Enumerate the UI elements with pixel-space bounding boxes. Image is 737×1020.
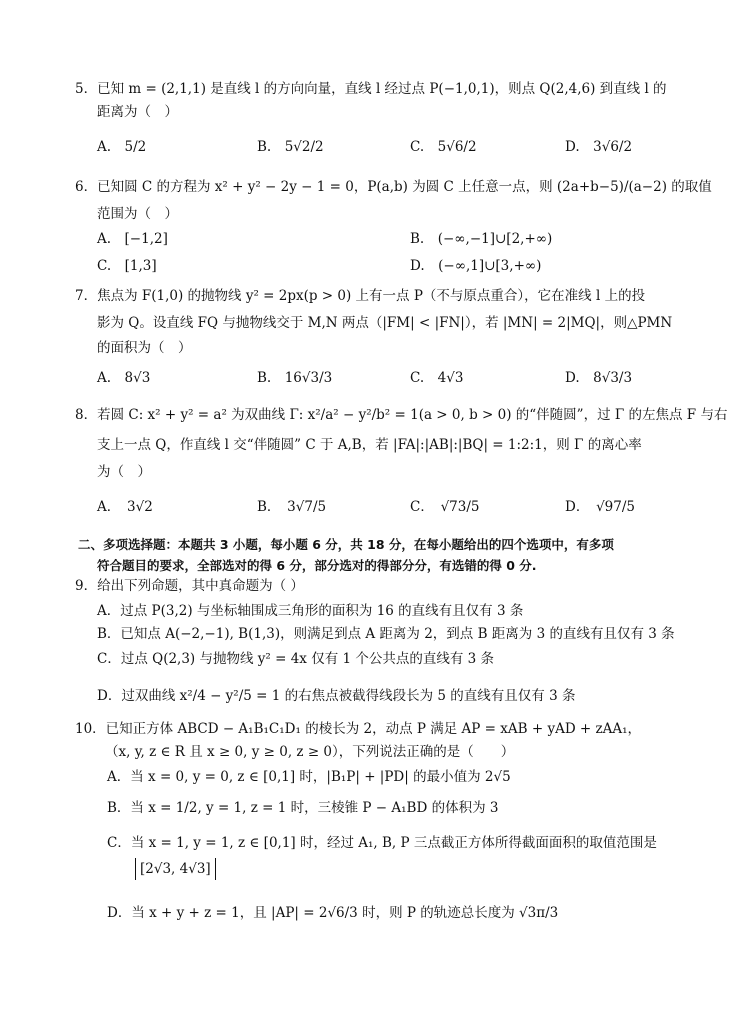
question-5-option-c: C. 5√6/2 xyxy=(410,139,477,155)
question-7-option-c: C. 4√3 xyxy=(410,370,464,386)
question-8-stem-line2: 支上一点 Q，作直线 l 交“伴随圆” C 于 A,B，若 |FA|:|AB|:|BQ| = 1:2:1，则 Γ 的离心率 xyxy=(97,437,642,453)
question-6-option-c: C. [1,3] xyxy=(97,258,157,274)
question-6-stem-line1: 6．已知圆 C 的方程为 x² + y² − 2y − 1 = 0，P(a,b) 为圆 C 上任意一点，则 (2a+b−5)/(a−2) 的取值 xyxy=(75,179,712,195)
question-5-option-b: B. 5√2/2 xyxy=(257,139,324,155)
question-7-option-d: D. 8√3/3 xyxy=(565,370,633,386)
question-5-stem-line2: 距离为（ ） xyxy=(97,104,178,120)
question-10-option-c-line1: C．当 x = 1, y = 1, z ∈ [0,1] 时，经过 A₁, B, P 三点截正方体所得截面面积的取值范围是 xyxy=(107,835,657,851)
question-6-option-b: B. (−∞,−1]∪[2,+∞) xyxy=(410,231,553,247)
question-7-option-a: A. 8√3 xyxy=(97,370,151,386)
question-7-stem-line1: 7．焦点为 F(1,0) 的抛物线 y² = 2px(p > 0) 上有一点 P（不与原点重合），它在准线 l 上的投 xyxy=(75,288,646,304)
question-8-option-d: D． √97/5 xyxy=(565,499,635,515)
question-9-option-c: C．过点 Q(2,3) 与抛物线 y² = 4x 仅有 1 个公共点的直线有 3 条 xyxy=(97,651,495,667)
question-7-option-b: B. 16√3/3 xyxy=(257,370,333,386)
question-10-stem-line2: （x, y, z ∈ R 且 x ≥ 0, y ≥ 0, z ≥ 0），下列说法正确的是（ ） xyxy=(105,744,515,760)
question-5-stem-line1: 5．已知 m = (2,1,1) 是直线 l 的方向向量，直线 l 经过点 P(−1,0,1)，则点 Q(2,4,6) 到直线 l 的 xyxy=(75,81,667,97)
question-8-stem-line1: 8．若圆 C: x² + y² = a² 为双曲线 Γ: x²/a² − y²/b² = 1(a > 0, b > 0) 的“伴随圆”，过 Γ 的左焦点 F 与右 xyxy=(75,407,728,423)
question-10-option-a: A．当 x = 0, y = 0, z ∈ [0,1] 时，|B₁P| + |PD| 的最小值为 2√5 xyxy=(107,769,511,785)
section-2-heading-line2: 符合题目的要求，全部选对的得 6 分，部分选对的得部分分，有选错的得 0 分. xyxy=(97,558,537,573)
question-8-stem-line3: 为（ ） xyxy=(97,464,151,480)
question-10-option-d: D．当 x + y + z = 1，且 |AP| = 2√6/3 时，则 P 的轨迹总长度为 √3π/3 xyxy=(107,905,559,921)
question-8-option-c: C． √73/5 xyxy=(410,499,480,515)
question-6-stem-line2: 范围为（ ） xyxy=(97,206,178,222)
question-6-option-d: D. (−∞,1]∪[3,+∞) xyxy=(410,258,542,274)
question-7-stem-line2: 影为 Q。设直线 FQ 与抛物线交于 M,N 两点（|FM| < |FN|），若 |MN| = 2|MQ|，则△PMN xyxy=(97,315,673,331)
question-6-option-a: A. [−1,2] xyxy=(97,231,168,247)
question-8-option-b: B． 3√7/5 xyxy=(257,499,327,515)
question-9-stem: 9．给出下列命题，其中真命题为（ ） xyxy=(75,578,304,594)
question-7-stem-line3: 的面积为（ ） xyxy=(97,340,192,356)
question-10-option-c-range: [2√3, 4√3] xyxy=(135,858,216,880)
question-5-option-d: D. 3√6/2 xyxy=(565,139,633,155)
question-9-option-b: B．已知点 A(−2,−1), B(1,3)，则满足到点 A 距离为 2，到点 B 距离为 3 的直线有且仅有 3 条 xyxy=(97,626,675,642)
question-9-option-d: D．过双曲线 x²/4 − y²/5 = 1 的右焦点被截得线段长为 5 的直线有且仅有 3 条 xyxy=(97,688,576,704)
question-8-option-a: A． 3√2 xyxy=(97,499,153,515)
question-5-option-a: A. 5/2 xyxy=(97,139,147,155)
question-9-option-a: A．过点 P(3,2) 与坐标轴围成三角形的面积为 16 的直线有且仅有 3 条 xyxy=(97,603,524,619)
section-2-heading-line1: 二、多项选择题：本题共 3 小题，每小题 6 分，共 18 分，在每小题给出的四个选项中，有多项 xyxy=(78,537,614,552)
question-10-stem-line1: 10．已知正方体 ABCD − A₁B₁C₁D₁ 的棱长为 2，动点 P 满足 AP = xAB + yAD + zAA₁， xyxy=(75,721,642,737)
question-10-option-b: B．当 x = 1/2, y = 1, z = 1 时，三棱锥 P − A₁BD 的体积为 3 xyxy=(107,800,499,816)
